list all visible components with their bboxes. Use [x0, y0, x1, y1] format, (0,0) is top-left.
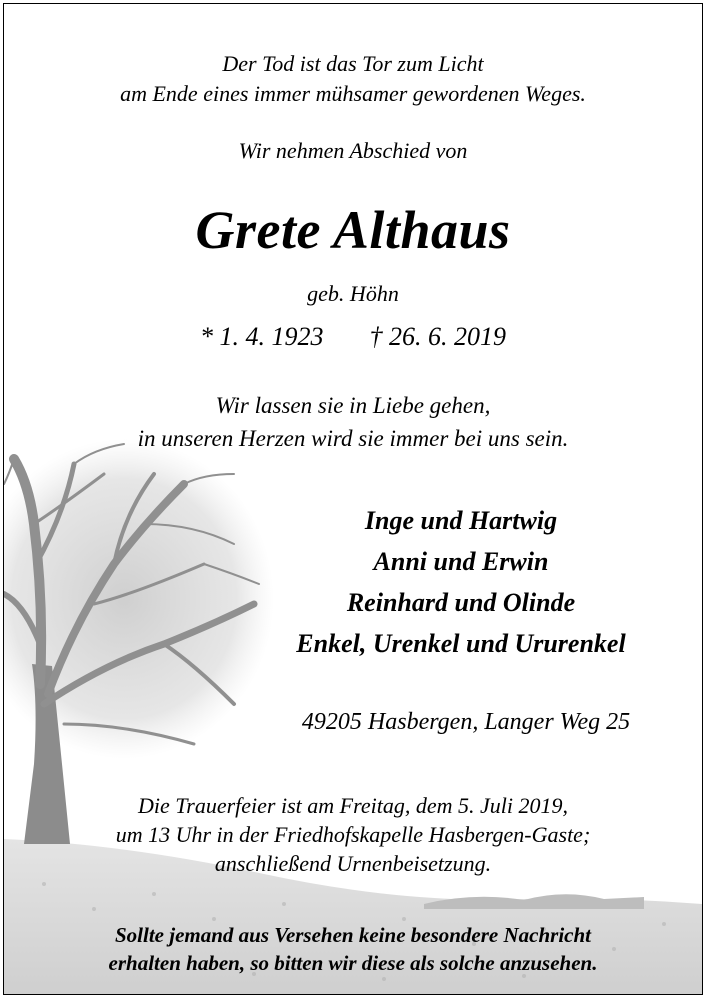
footer-line: erhalten haben, so bitten wir diese als solche anzusehen. — [108, 951, 598, 975]
footer-line: Sollte jemand aus Versehen keine besondere Nachricht — [114, 923, 592, 947]
life-dates — [4, 320, 702, 354]
motto-line: Der Tod ist das Tor zum Licht — [222, 51, 484, 76]
motto — [4, 49, 702, 109]
footer-note — [4, 921, 702, 977]
family-address: 49205 Hasbergen, Langer Weg 25 — [301, 709, 631, 735]
mourner-line: Enkel, Urenkel und Ururenkel — [296, 629, 626, 658]
mourner-line: Reinhard und Olinde — [346, 588, 576, 617]
service-info — [44, 791, 662, 878]
motto-line: am Ende eines immer mühsamer gewordenen Weges. — [120, 81, 586, 106]
service-line: Die Trauerfeier ist am Freitag, dem 5. Juli 2019, — [138, 793, 568, 818]
maiden-name: geb. Höhn — [307, 281, 399, 306]
verse — [4, 389, 702, 455]
farewell-intro: Wir nehmen Abschied von — [238, 138, 468, 163]
service-line: anschließend Urnenbeisetzung. — [214, 851, 492, 876]
verse-line: Wir lassen sie in Liebe gehen, — [215, 393, 491, 418]
verse-line: in unseren Herzen wird sie immer bei uns sein. — [137, 426, 569, 451]
deceased-name: Grete Althaus — [195, 200, 511, 260]
mourner-line: Inge und Hartwig — [364, 506, 558, 535]
mourner-line: Anni und Erwin — [373, 547, 549, 576]
mourners-list — [254, 500, 668, 664]
obituary-notice — [3, 3, 703, 995]
service-line: um 13 Uhr in der Friedhofskapelle Hasbergen-Gaste; — [115, 822, 591, 847]
birth-date: * 1. 4. 1923 — [200, 322, 324, 351]
death-date: † 26. 6. 2019 — [369, 322, 506, 351]
